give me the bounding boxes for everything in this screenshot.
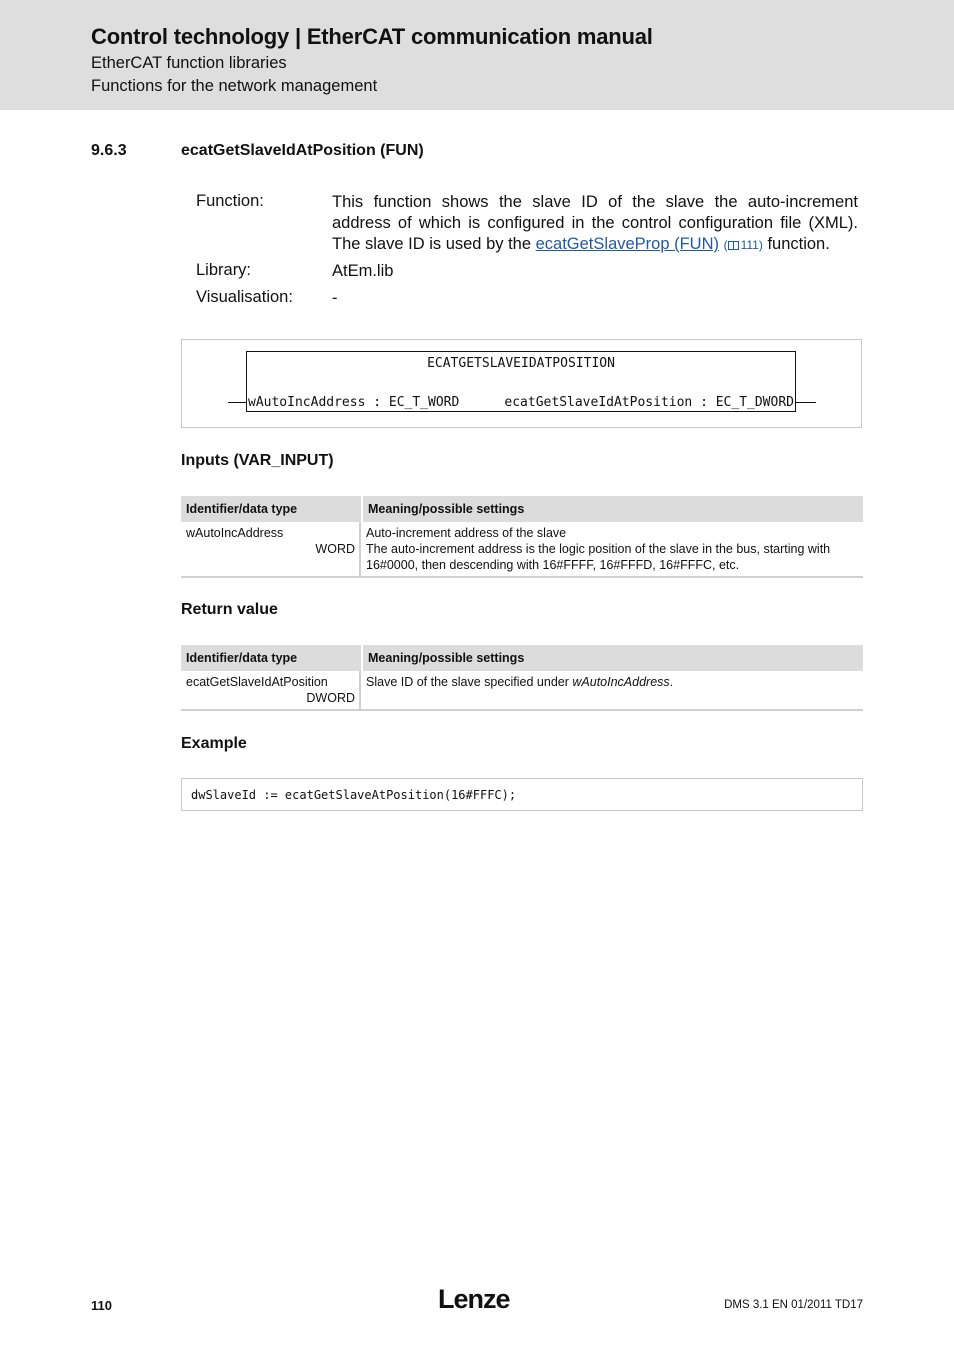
visualisation-value: - xyxy=(332,289,338,307)
function-line-3-end: function. xyxy=(762,235,830,253)
meaning-cell xyxy=(361,671,863,709)
column-header-identifier: Identifier/data type xyxy=(181,645,361,671)
function-block-input: wAutoIncAddress : EC_T_WORD xyxy=(248,395,460,410)
meaning-emphasis: wAutoIncAddress xyxy=(572,675,670,689)
identifier-name: ecatGetSlaveIdAtPosition xyxy=(186,675,328,689)
example-code: dwSlaveId := ecatGetSlaveAtPosition(16#FFFC); xyxy=(181,778,863,811)
section-group-title: Functions for the network management xyxy=(91,77,378,95)
table-header xyxy=(181,496,863,522)
identifier-cell xyxy=(181,522,361,576)
meaning-cell xyxy=(361,522,863,576)
table-row xyxy=(181,522,863,578)
function-line-3-text: The slave ID is used by the xyxy=(332,235,536,253)
page-number: 110 xyxy=(91,1298,112,1313)
library-label: Library: xyxy=(196,261,252,279)
function-block-diagram xyxy=(246,351,796,412)
inputs-table xyxy=(181,496,863,578)
function-description xyxy=(332,192,858,256)
identifier-cell xyxy=(181,671,361,709)
book-icon xyxy=(728,241,739,250)
meaning-detail: The auto-increment address is the logic position of the slave in the bus, starting with 16#0000, then descending with 16#FFFF, 16#FFFD, 16#FFFC, etc. xyxy=(366,542,831,572)
example-heading: Example xyxy=(181,735,247,752)
section-title: ecatGetSlaveIdAtPosition (FUN) xyxy=(181,142,424,159)
lenze-logo: Lenze xyxy=(438,1284,510,1314)
output-connector-line xyxy=(796,402,816,403)
visualisation-label: Visualisation: xyxy=(196,288,293,306)
function-line-2: address of which is configured in the control configuration file (XML). xyxy=(332,214,858,232)
inputs-heading: Inputs (VAR_INPUT) xyxy=(181,452,334,469)
page-reference-number: 111 xyxy=(740,238,759,252)
section-number: 9.6.3 xyxy=(91,142,127,159)
function-line-3 xyxy=(332,235,830,253)
return-value-heading: Return value xyxy=(181,601,278,618)
meaning-summary: Auto-increment address of the slave xyxy=(366,526,567,540)
ecatgetslaveprop-link[interactable]: ecatGetSlaveProp (FUN) xyxy=(535,235,720,253)
data-type: DWORD xyxy=(306,691,355,705)
chapter-title: EtherCAT function libraries xyxy=(91,54,287,72)
function-block-output: ecatGetSlaveIdAtPosition : EC_T_DWORD xyxy=(504,395,794,410)
meaning-text: Slave ID of the slave specified under xyxy=(366,675,573,689)
table-header xyxy=(181,645,863,671)
document-identifier: DMS 3.1 EN 01/2011 TD17 xyxy=(724,1299,863,1311)
column-header-meaning: Meaning/possible settings xyxy=(363,496,863,522)
table-row xyxy=(181,671,863,711)
function-line-1: This function shows the slave ID of the slave the auto-increment xyxy=(332,193,858,211)
meaning-end: . xyxy=(669,675,674,689)
page-reference[interactable]: ( 111) xyxy=(723,238,763,252)
data-type: WORD xyxy=(315,542,355,556)
input-connector-line xyxy=(228,402,246,403)
column-header-identifier: Identifier/data type xyxy=(181,496,361,522)
library-value: AtEm.lib xyxy=(332,262,394,280)
function-block-name: ECATGETSLAVEIDATPOSITION xyxy=(427,356,615,371)
column-header-meaning: Meaning/possible settings xyxy=(363,645,863,671)
identifier-name: wAutoIncAddress xyxy=(186,526,284,540)
document-title: Control technology | EtherCAT communication manual xyxy=(91,24,653,49)
function-label: Function: xyxy=(196,192,264,210)
return-value-table xyxy=(181,645,863,711)
